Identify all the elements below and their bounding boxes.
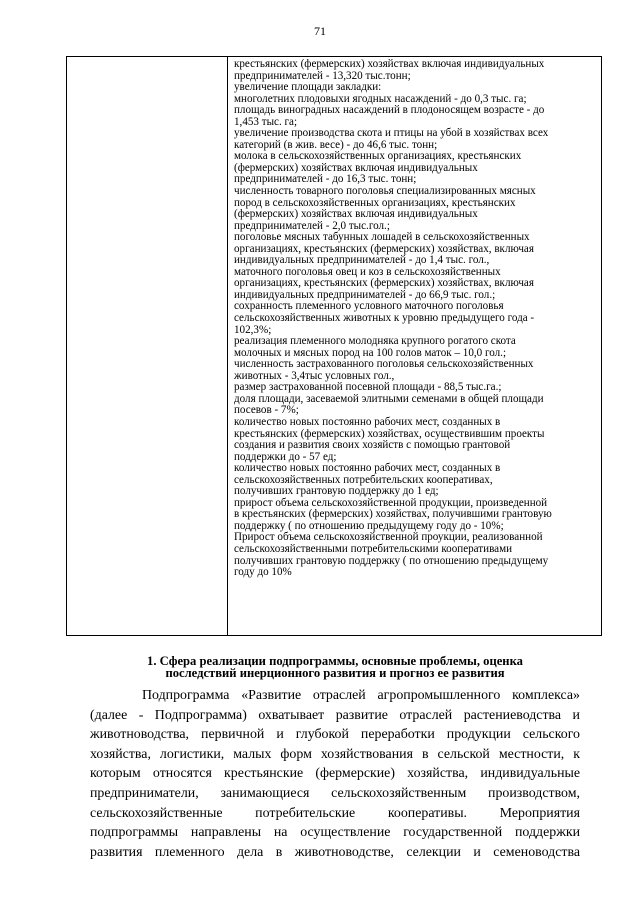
indicator-line: индивидуальных предпринимателей - до 66,9 тыс. гол.; [234, 288, 496, 301]
indicator-line: площадь виноградных насаждений в плодоносящем возрасте - до [234, 104, 545, 117]
table-cell-right [228, 57, 602, 636]
indicator-line: численность застрахованного поголовья сельскохозяйственных [234, 358, 534, 371]
indicator-line: категорий (в жив. весе) - до 46,6 тыс. тонн; [234, 138, 438, 151]
indicator-line: в крестьянских (фермерских) хозяйствах, получившими грантовую [234, 508, 552, 521]
indicator-line: крестьянских (фермерских) хозяйствах включая индивидуальных [234, 58, 545, 70]
indicator-line: доля площади, засеваемой элитными семенами в общей площади [234, 392, 544, 405]
indicator-line: получивших грантовую поддержку до 1 ед; [234, 485, 439, 498]
section-heading [90, 655, 580, 679]
indicator-line: сохранность племенного условного маточного поголовья [234, 300, 504, 313]
indicator-line: предпринимателей - до 16,3 тыс. тонн; [234, 173, 417, 186]
indicator-line: сельскохозяйственных потребительских кооперативах, [234, 473, 493, 486]
indicator-line: предпринимателей - 13,320 тыс.тонн; [234, 69, 411, 82]
indicator-line: животных - 3,4тыс условных гол., [234, 369, 395, 382]
body-line: (далее - Подпрограмма) охватывает развитие отраслей растениеводства и [90, 707, 580, 723]
indicator-line: организациях, крестьянских (фермерских) хозяйствах, включая [234, 242, 534, 255]
indicator-line: предпринимателей - 2,0 тыс.гол.; [234, 219, 390, 232]
page-number: 71 [314, 24, 326, 38]
body-line: животноводства, первичной и глубокой переработки продукции сельского [90, 727, 580, 743]
indicator-line: поддержки до - 57 ед; [234, 450, 337, 463]
indicator-line: посевов - 7%; [234, 404, 299, 417]
indicator-line: увеличение производства скота и птицы на убой в хозяйствах всех [234, 127, 549, 140]
section-heading-line: последствий инерционного развития и прогноз ее развития [165, 666, 505, 680]
indicator-line: получивших грантовую поддержку ( по отношению предыдущему [234, 554, 549, 567]
indicator-line: (фермерских) хозяйствах включая индивидуальных [234, 161, 478, 174]
indicator-line: сельскохозяйственных животных к уровню предыдущего года - [234, 312, 535, 325]
indicator-line: количество новых постоянно рабочих мест, созданных в [234, 415, 501, 428]
body-line: развития племенного дела в животноводстве, селекции и семеноводства [90, 844, 580, 860]
table-cell-left [67, 57, 228, 636]
indicator-line: Прирост объема сельскохозяйственной проукции, реализованной [234, 531, 543, 544]
indicator-line: крестьянских (фермерских) хозяйствах, осуществившим проекты [234, 427, 545, 440]
indicator-line: поддержку ( по отношению предыдущему году до - 10%; [234, 519, 504, 532]
indicator-line: молока в сельскохозяйственных организациях, крестьянских [234, 150, 522, 163]
indicator-list [234, 59, 595, 579]
indicator-line: сельскохозяйственными потребительскими кооперативами [234, 542, 513, 555]
body-line: хозяйства, логистики, малых форм хозяйствования в сельской местности, к [90, 746, 580, 762]
body-line: предприниматели, занимающиеся сельскохозяйственным производством, [90, 785, 580, 801]
indicator-line: организациях, крестьянских (фермерских) хозяйствах, включая [234, 277, 534, 290]
indicator-line: количество новых постоянно рабочих мест, созданных в [234, 462, 501, 475]
indicator-line: поголовье мясных табунных лошадей в сельскохозяйственных [234, 231, 530, 244]
indicator-line: пород в сельскохозяйственных организациях, крестьянских [234, 196, 516, 209]
indicator-line: 102,3%; [234, 323, 272, 336]
indicator-line: создания и развития своих хозяйств с помощью грантовой [234, 439, 511, 452]
indicator-line: маточного поголовья овец и коз в сельскохозяйственных [234, 265, 501, 278]
body-paragraph [90, 686, 580, 862]
section-heading-line: 1. Сфера реализации подпрограммы, основные проблемы, оценка [147, 654, 523, 668]
results-table [66, 56, 602, 636]
indicator-line: прирост объема сельскохозяйственной продукции, произведенной [234, 496, 548, 509]
indicator-line: 1,453 тыс. га; [234, 115, 298, 128]
body-line: сельскохозяйственные потребительские кооперативы. Мероприятия [90, 805, 580, 821]
body-line: которым относятся крестьянские (фермерские) хозяйства, индивидуальные [90, 766, 580, 782]
indicator-line: (фермерских) хозяйствах включая индивидуальных [234, 208, 478, 221]
indicator-line: многолетних плодовыхи ягодных насаждений - до 0,3 тыс. га; [234, 92, 527, 105]
indicator-line: реализация племенного молодняка крупного рогатого скота [234, 335, 516, 348]
body-line: Подпрограмма «Развитие отраслей агропромышленного комплекса» [142, 688, 580, 703]
indicator-line: численность товарного поголовья специализированных мясных [234, 185, 536, 198]
indicator-line: молочных и мясных пород на 100 голов маток – 10,0 гол.; [234, 346, 507, 359]
indicator-line: индивидуальных предпринимателей - до 1,4 тыс. гол., [234, 254, 490, 267]
indicator-line: увеличение площади закладки: [234, 81, 382, 94]
body-line: подпрограммы направлены на осуществление государственной поддержки [90, 825, 580, 841]
table-row [67, 57, 602, 636]
indicator-line: размер застрахованной посевной площади - 88,5 тыс.га.; [234, 381, 502, 394]
indicator-line: году до 10% [234, 566, 292, 579]
